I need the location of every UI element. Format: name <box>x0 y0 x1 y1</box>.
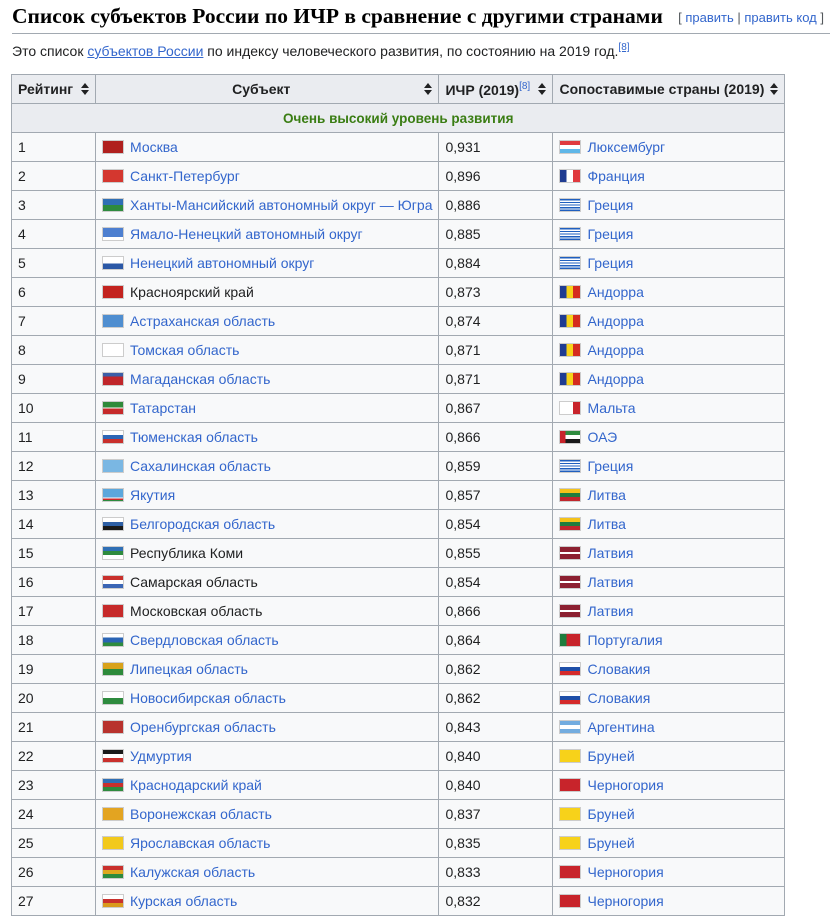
country-link[interactable]: Андорра <box>587 313 644 329</box>
region-flag-icon <box>102 459 124 473</box>
subject-link[interactable]: Оренбургская область <box>130 719 276 735</box>
table-row <box>12 887 785 916</box>
table-row <box>12 336 785 365</box>
subject-cell <box>96 742 439 771</box>
hdi-cell: 0,840 <box>439 742 553 771</box>
subject-link[interactable]: Калужская область <box>130 864 256 880</box>
table-row <box>12 191 785 220</box>
subject-cell <box>96 423 439 452</box>
country-cell <box>553 684 785 713</box>
subject-link[interactable]: Ярославская область <box>130 835 271 851</box>
country-flag-icon <box>559 720 581 734</box>
subject-link[interactable]: Удмуртия <box>130 748 192 764</box>
subject-cell <box>96 800 439 829</box>
country-flag-icon <box>559 372 581 386</box>
region-flag-icon <box>102 894 124 908</box>
country-link[interactable]: Латвия <box>587 545 634 561</box>
country-flag-icon <box>559 691 581 705</box>
table-row <box>12 800 785 829</box>
country-link[interactable]: Словакия <box>587 690 651 706</box>
country-flag-icon <box>559 836 581 850</box>
rank-cell: 20 <box>12 684 96 713</box>
subject-cell <box>96 539 439 568</box>
subject-cell <box>96 771 439 800</box>
subject-link[interactable]: Магаданская область <box>130 371 271 387</box>
rank-cell: 24 <box>12 800 96 829</box>
country-link[interactable]: Андорра <box>587 342 644 358</box>
country-link[interactable]: ОАЭ <box>587 429 618 445</box>
edit-link[interactable]: править <box>685 10 734 25</box>
table-row <box>12 684 785 713</box>
rank-cell: 15 <box>12 539 96 568</box>
subject-link[interactable]: Сахалинская область <box>130 458 271 474</box>
region-flag-icon <box>102 140 124 154</box>
country-cell <box>553 220 785 249</box>
country-cell <box>553 539 785 568</box>
hdi-table <box>11 74 785 916</box>
country-cell <box>553 771 785 800</box>
country-link[interactable]: Португалия <box>587 632 663 648</box>
hdi-cell: 0,833 <box>439 858 553 887</box>
country-cell <box>553 568 785 597</box>
subject-cell <box>96 568 439 597</box>
hdi-cell: 0,855 <box>439 539 553 568</box>
region-flag-icon <box>102 749 124 763</box>
subject-cell <box>96 249 439 278</box>
subject-cell <box>96 829 439 858</box>
country-cell <box>553 829 785 858</box>
region-flag-icon <box>102 546 124 560</box>
sortable-header-hdi[interactable]: ИЧР (2019)[8] <box>439 75 553 104</box>
country-cell <box>553 742 785 771</box>
intro-reference-link[interactable]: [8] <box>618 42 630 53</box>
hdi-reference-link[interactable]: [8] <box>519 80 531 92</box>
country-link[interactable]: Греция <box>587 255 634 271</box>
region-flag-icon <box>102 430 124 444</box>
rank-cell: 11 <box>12 423 96 452</box>
country-link[interactable]: Греция <box>587 197 634 213</box>
region-flag-icon <box>102 807 124 821</box>
country-flag-icon <box>559 256 581 270</box>
region-flag-icon <box>102 285 124 299</box>
subject-cell <box>96 655 439 684</box>
hdi-cell: 0,835 <box>439 829 553 858</box>
subject-link[interactable]: Свердловская область <box>130 632 279 648</box>
hdi-cell: 0,862 <box>439 684 553 713</box>
country-cell <box>553 597 785 626</box>
country-flag-icon <box>559 314 581 328</box>
table-row <box>12 539 785 568</box>
region-flag-icon <box>102 198 124 212</box>
country-flag-icon <box>559 285 581 299</box>
subject-link[interactable]: Красноярский край <box>130 284 254 300</box>
country-cell <box>553 162 785 191</box>
subject-link[interactable]: Санкт-Петербург <box>130 168 240 184</box>
country-flag-icon <box>559 546 581 560</box>
region-flag-icon <box>102 865 124 879</box>
table-row <box>12 249 785 278</box>
table-row <box>12 394 785 423</box>
section-heading-row <box>12 0 830 34</box>
country-link[interactable]: Черногория <box>587 893 664 909</box>
region-flag-icon <box>102 169 124 183</box>
edit-code-link[interactable]: править код <box>744 10 817 25</box>
subject-link[interactable]: Московская область <box>130 603 263 619</box>
intro-paragraph: Это список субъектов России по индексу человеческого развития, по состоянию на 2019 год.[8] <box>12 42 630 59</box>
region-flag-icon <box>102 836 124 850</box>
table-row <box>12 655 785 684</box>
subject-link[interactable]: Томская область <box>130 342 240 358</box>
sortable-header-rank[interactable]: Рейтинг <box>12 75 96 104</box>
rank-cell: 9 <box>12 365 96 394</box>
country-cell <box>553 133 785 162</box>
country-cell <box>553 858 785 887</box>
country-link[interactable]: Латвия <box>587 574 634 590</box>
rank-cell: 10 <box>12 394 96 423</box>
subject-cell <box>96 858 439 887</box>
table-header-row <box>12 75 785 104</box>
rank-cell: 14 <box>12 510 96 539</box>
subject-link[interactable]: Якутия <box>130 487 176 503</box>
subject-cell <box>96 394 439 423</box>
subject-link[interactable]: Самарская область <box>130 574 258 590</box>
subject-link[interactable]: Москва <box>130 139 178 155</box>
country-flag-icon <box>559 865 581 879</box>
country-link[interactable]: Словакия <box>587 661 651 677</box>
country-link[interactable]: Черногория <box>587 777 664 793</box>
table-row <box>12 713 785 742</box>
sort-icon <box>770 83 778 95</box>
country-link[interactable]: Аргентина <box>587 719 655 735</box>
subject-cell <box>96 481 439 510</box>
country-cell <box>553 278 785 307</box>
country-flag-icon <box>559 807 581 821</box>
rank-cell: 21 <box>12 713 96 742</box>
sort-icon <box>538 83 546 95</box>
table-row <box>12 481 785 510</box>
country-flag-icon <box>559 401 581 415</box>
country-flag-icon <box>559 488 581 502</box>
region-flag-icon <box>102 314 124 328</box>
region-flag-icon <box>102 633 124 647</box>
hdi-cell: 0,866 <box>439 597 553 626</box>
rank-cell: 8 <box>12 336 96 365</box>
subject-cell <box>96 452 439 481</box>
table-row <box>12 133 785 162</box>
country-flag-icon <box>559 749 581 763</box>
country-cell <box>553 452 785 481</box>
country-cell <box>553 800 785 829</box>
subject-cell <box>96 684 439 713</box>
subject-link[interactable]: Новосибирская область <box>130 690 286 706</box>
country-link[interactable]: Бруней <box>587 835 635 851</box>
country-link[interactable]: Мальта <box>587 400 636 416</box>
country-link[interactable]: Андорра <box>587 284 644 300</box>
hdi-cell: 0,854 <box>439 568 553 597</box>
rank-cell: 12 <box>12 452 96 481</box>
hdi-cell: 0,885 <box>439 220 553 249</box>
country-cell <box>553 887 785 916</box>
country-link[interactable]: Бруней <box>587 748 635 764</box>
country-cell <box>553 249 785 278</box>
subject-link[interactable]: Липецкая область <box>130 661 248 677</box>
subject-link[interactable]: Воронежская область <box>130 806 272 822</box>
rank-cell: 18 <box>12 626 96 655</box>
section-title: Список субъектов России по ИЧР в сравнение с другими странами <box>12 4 663 28</box>
rank-cell: 3 <box>12 191 96 220</box>
country-link[interactable]: Греция <box>587 226 634 242</box>
region-flag-icon <box>102 227 124 241</box>
rank-cell: 19 <box>12 655 96 684</box>
subject-cell <box>96 626 439 655</box>
tier-label: Очень высокий уровень развития <box>12 104 785 133</box>
hdi-cell: 0,854 <box>439 510 553 539</box>
subject-cell <box>96 191 439 220</box>
country-flag-icon <box>559 343 581 357</box>
sortable-header-countries[interactable]: Сопоставимые страны (2019) <box>553 75 785 104</box>
subject-link[interactable]: Республика Коми <box>130 545 244 561</box>
country-link[interactable]: Черногория <box>587 864 664 880</box>
rank-cell: 2 <box>12 162 96 191</box>
country-cell <box>553 655 785 684</box>
rank-cell: 4 <box>12 220 96 249</box>
rank-cell: 6 <box>12 278 96 307</box>
rank-cell: 7 <box>12 307 96 336</box>
region-flag-icon <box>102 691 124 705</box>
rank-cell: 26 <box>12 858 96 887</box>
country-cell <box>553 394 785 423</box>
rank-cell: 22 <box>12 742 96 771</box>
hdi-cell: 0,840 <box>439 771 553 800</box>
country-cell <box>553 423 785 452</box>
region-flag-icon <box>102 372 124 386</box>
region-flag-icon <box>102 517 124 531</box>
hdi-cell: 0,862 <box>439 655 553 684</box>
country-cell <box>553 510 785 539</box>
hdi-cell: 0,832 <box>439 887 553 916</box>
hdi-cell: 0,837 <box>439 800 553 829</box>
rank-cell: 17 <box>12 597 96 626</box>
table-row <box>12 423 785 452</box>
hdi-cell: 0,874 <box>439 307 553 336</box>
hdi-cell: 0,867 <box>439 394 553 423</box>
region-flag-icon <box>102 778 124 792</box>
table-row <box>12 365 785 394</box>
country-link[interactable]: Литва <box>587 516 626 532</box>
country-flag-icon <box>559 778 581 792</box>
region-flag-icon <box>102 343 124 357</box>
country-cell <box>553 336 785 365</box>
subject-link[interactable]: Ненецкий автономный округ <box>130 255 315 271</box>
subject-link[interactable]: Астраханская область <box>130 313 276 329</box>
rank-cell: 25 <box>12 829 96 858</box>
country-flag-icon <box>559 633 581 647</box>
subject-link[interactable]: Краснодарский край <box>130 777 262 793</box>
country-flag-icon <box>559 575 581 589</box>
subject-link[interactable]: Курская область <box>130 893 238 909</box>
subject-link[interactable]: Тюменская область <box>130 429 258 445</box>
rank-cell: 16 <box>12 568 96 597</box>
rank-cell: 5 <box>12 249 96 278</box>
subject-link[interactable]: Ямало-Ненецкий автономный округ <box>130 226 363 242</box>
table-row <box>12 626 785 655</box>
country-cell <box>553 191 785 220</box>
table-row <box>12 510 785 539</box>
country-cell <box>553 481 785 510</box>
country-flag-icon <box>559 662 581 676</box>
country-flag-icon <box>559 430 581 444</box>
subject-link[interactable]: Ханты-Мансийский автономный округ — Югра <box>130 197 433 213</box>
hdi-cell: 0,873 <box>439 278 553 307</box>
hdi-cell: 0,884 <box>439 249 553 278</box>
intro-subjects-link[interactable]: субъектов России <box>87 43 204 59</box>
region-flag-icon <box>102 662 124 676</box>
hdi-cell: 0,871 <box>439 365 553 394</box>
table-row <box>12 307 785 336</box>
country-link[interactable]: Франция <box>587 168 645 184</box>
country-flag-icon <box>559 894 581 908</box>
hdi-cell: 0,871 <box>439 336 553 365</box>
country-flag-icon <box>559 140 581 154</box>
country-flag-icon <box>559 604 581 618</box>
country-link[interactable]: Люксембург <box>587 139 666 155</box>
rank-cell: 1 <box>12 133 96 162</box>
table-row <box>12 220 785 249</box>
hdi-cell: 0,866 <box>439 423 553 452</box>
hdi-cell: 0,886 <box>439 191 553 220</box>
country-flag-icon <box>559 198 581 212</box>
table-row <box>12 858 785 887</box>
subject-cell <box>96 597 439 626</box>
table-row <box>12 597 785 626</box>
table-row <box>12 568 785 597</box>
region-flag-icon <box>102 401 124 415</box>
hdi-cell: 0,843 <box>439 713 553 742</box>
sort-icon <box>81 83 89 95</box>
subject-cell <box>96 220 439 249</box>
table-row <box>12 278 785 307</box>
country-link[interactable]: Литва <box>587 487 626 503</box>
sortable-header-subject[interactable]: Субъект <box>96 75 439 104</box>
subject-cell <box>96 133 439 162</box>
rank-cell: 27 <box>12 887 96 916</box>
table-row <box>12 771 785 800</box>
table-row <box>12 162 785 191</box>
country-cell <box>553 307 785 336</box>
country-cell <box>553 365 785 394</box>
region-flag-icon <box>102 256 124 270</box>
subject-cell <box>96 510 439 539</box>
country-link[interactable]: Латвия <box>587 603 634 619</box>
subject-cell <box>96 162 439 191</box>
edit-section-links: [ править | править код ] <box>678 10 824 25</box>
country-link[interactable]: Бруней <box>587 806 635 822</box>
region-flag-icon <box>102 720 124 734</box>
rank-cell: 23 <box>12 771 96 800</box>
hdi-cell: 0,857 <box>439 481 553 510</box>
hdi-cell: 0,931 <box>439 133 553 162</box>
country-cell <box>553 713 785 742</box>
subject-cell <box>96 307 439 336</box>
region-flag-icon <box>102 488 124 502</box>
region-flag-icon <box>102 604 124 618</box>
country-flag-icon <box>559 227 581 241</box>
country-flag-icon <box>559 169 581 183</box>
country-flag-icon <box>559 459 581 473</box>
region-flag-icon <box>102 575 124 589</box>
subject-cell <box>96 365 439 394</box>
subject-cell <box>96 336 439 365</box>
hdi-cell: 0,859 <box>439 452 553 481</box>
table-row <box>12 452 785 481</box>
subject-cell <box>96 278 439 307</box>
table-row <box>12 829 785 858</box>
rank-cell: 13 <box>12 481 96 510</box>
subject-cell <box>96 713 439 742</box>
subject-link[interactable]: Татарстан <box>130 400 197 416</box>
country-flag-icon <box>559 517 581 531</box>
country-cell <box>553 626 785 655</box>
country-link[interactable]: Греция <box>587 458 634 474</box>
subject-cell <box>96 887 439 916</box>
sort-icon <box>424 83 432 95</box>
hdi-cell: 0,896 <box>439 162 553 191</box>
subject-link[interactable]: Белгородская область <box>130 516 276 532</box>
country-link[interactable]: Андорра <box>587 371 644 387</box>
hdi-cell: 0,864 <box>439 626 553 655</box>
table-row <box>12 742 785 771</box>
tier-row <box>12 104 785 133</box>
